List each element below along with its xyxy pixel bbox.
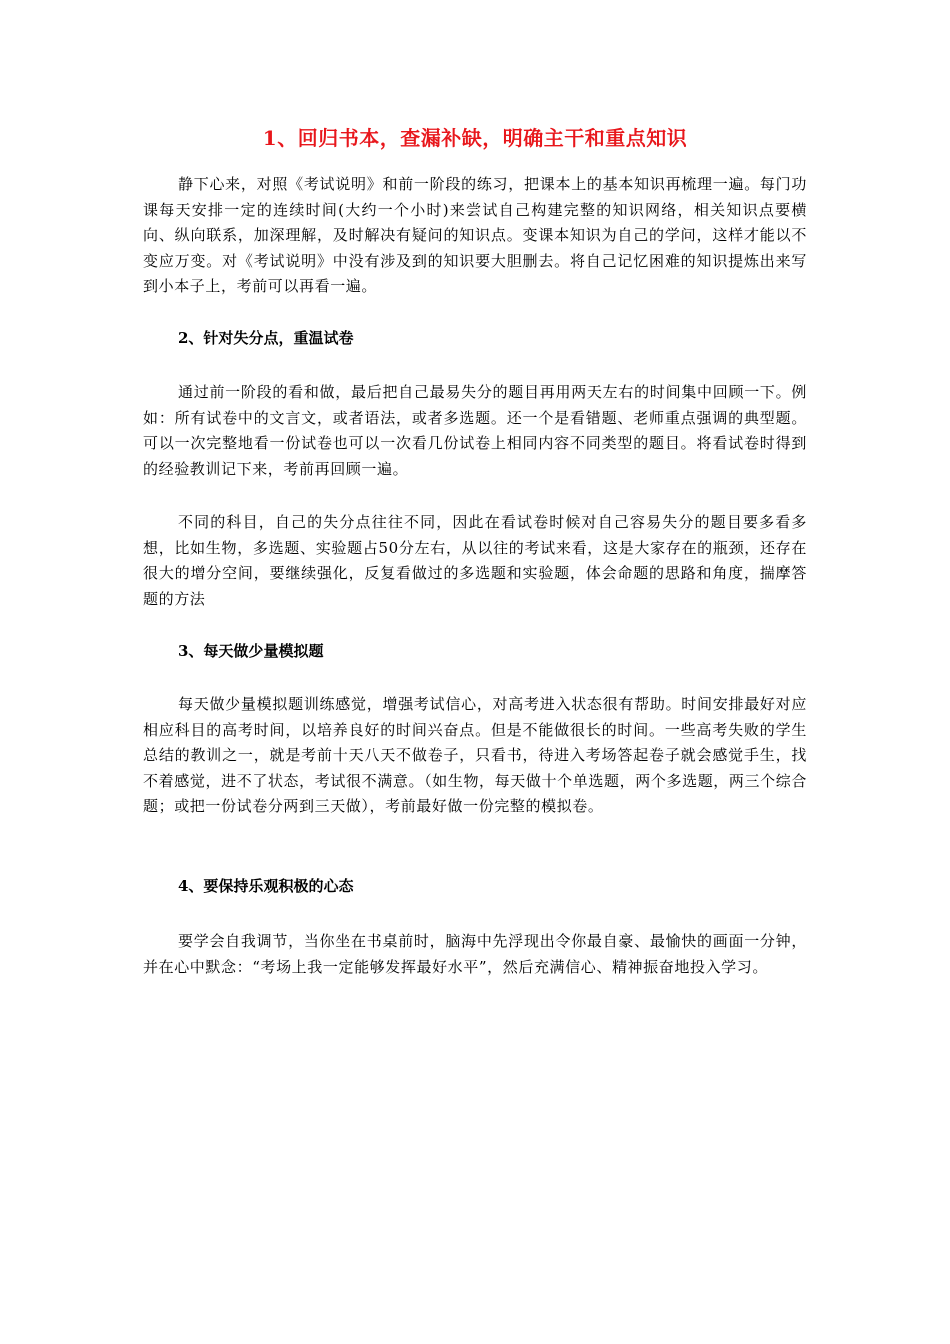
section-2-heading: 2、针对失分点，重温试卷 (178, 329, 354, 347)
document-title: 1、回归书本，查漏补缺，明确主干和重点知识 (262, 126, 688, 150)
section-2-paragraph-1: 通过前一阶段的看和做，最后把自己最易失分的题目再用两天左右的时间集中回顾一下。例如：所有试卷中的文言文，或者语法，或者多选题。还一个是看错题、老师重点强调的典型题。可以一次完整地看一份试卷也可以一次看几份试卷上相同内容不同类型的题目。将看试卷时得到的经验教训记下来，考前再回顾一遍。 (143, 383, 807, 478)
section-3-heading: 3、每天做少量模拟题 (178, 642, 324, 660)
section-4-heading: 4、要保持乐观积极的心态 (178, 877, 354, 895)
section-1-paragraph-1: 静下心来，对照《考试说明》和前一阶段的练习，把课本上的基本知识再梳理一遍。每门功课每天安排一定的连续时间(大约一个小时)来尝试自己构建完整的知识网络，相关知识点要横向、纵向联系，加深理解，及时解决有疑问的知识点。变课本知识为自己的学问，这样才能以不变应万变。对《考试说明》中没有涉及到的知识要大胆删去。将自己记忆困难的知识提炼出来写到小本子上，考前可以再看一遍。 (143, 175, 807, 295)
section-3-paragraph-1: 每天做少量模拟题训练感觉，增强考试信心，对高考进入状态很有帮助。时间安排最好对应相应科目的高考时间，以培养良好的时间兴奋点。但是不能做很长的时间。一些高考失败的学生总结的教训之一，就是考前十天八天不做卷子，只看书，待进入考场答起卷子就会感觉手生，找不着感觉，进不了状态，考试很不满意。（如生物，每天做十个单选题，两个多选题，两三个综合题；或把一份试卷分两到三天做），考前最好做一份完整的模拟卷。 (143, 695, 807, 815)
section-4-paragraph-1: 要学会自我调节，当你坐在书桌前时，脑海中先浮现出令你最自豪、最愉快的画面一分钟，并在心中默念：“考场上我一定能够发挥最好水平”，然后充满信心、精神振奋地投入学习。 (143, 932, 807, 976)
section-2-paragraph-2: 不同的科目，自己的失分点往往不同，因此在看试卷时候对自己容易失分的题目要多看多想，比如生物，多选题、实验题占50分左右，从以往的考试来看，这是大家存在的瓶颈，还存在很大的增分空间，要继续强化，反复看做过的多选题和实验题，体会命题的思路和角度，揣摩答题的方法 (143, 513, 807, 608)
